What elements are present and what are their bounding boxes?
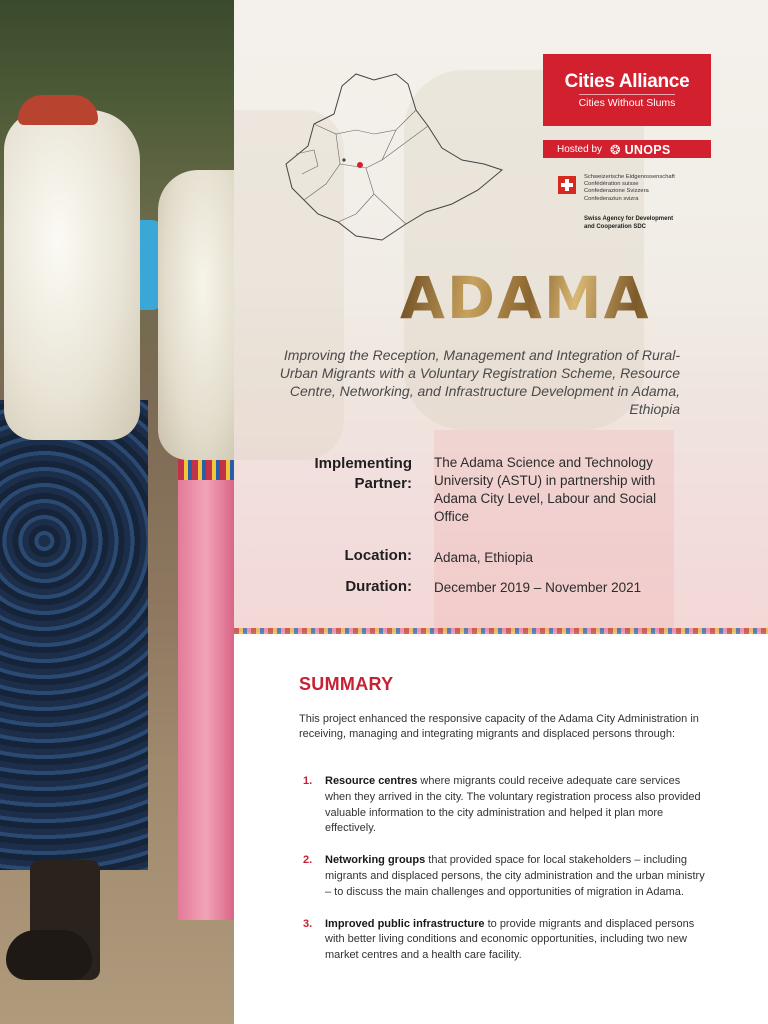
region-border bbox=[314, 110, 416, 134]
summary-list bbox=[299, 774, 709, 964]
patterned-stripe bbox=[234, 628, 768, 634]
swiss-names bbox=[584, 174, 675, 203]
hosted-by-bar bbox=[543, 140, 711, 158]
partner-label-line-2: Partner: bbox=[354, 475, 412, 492]
capital-marker bbox=[342, 158, 345, 161]
partner-label-line-1: Implementing bbox=[314, 455, 412, 472]
swiss-flag-icon bbox=[558, 176, 576, 194]
swiss-line: Confederazione Svizzera bbox=[584, 188, 649, 195]
page-title: ADAMA bbox=[400, 265, 690, 331]
org-name: Cities Alliance bbox=[564, 71, 690, 92]
partner-label bbox=[252, 454, 412, 494]
photo-sack bbox=[4, 110, 140, 440]
item-number: 1. bbox=[303, 775, 313, 787]
item-text: to provide migrants and displaced persons with better living conditions and economic opportunities, including two new market centres and a health care facility. bbox=[325, 917, 695, 962]
summary-intro: This project enhanced the responsive capacity of the Adama City Administration in receiving, managing and integrating migrants and displaced persons through: bbox=[299, 713, 699, 740]
duration-label: Duration: bbox=[345, 578, 412, 595]
list-item bbox=[299, 774, 709, 837]
unops-logo: ❂ UNOPS bbox=[610, 142, 671, 157]
swiss-sdc-logo bbox=[558, 174, 718, 234]
hosted-label: Hosted by bbox=[557, 143, 603, 155]
cover-photo bbox=[0, 0, 234, 1024]
region-border bbox=[340, 130, 396, 168]
list-item bbox=[299, 917, 709, 964]
photo-skirt bbox=[0, 400, 148, 870]
photo-sack-2 bbox=[158, 170, 234, 460]
photo-headwrap bbox=[18, 95, 98, 125]
region-border bbox=[374, 194, 406, 224]
region-border bbox=[304, 134, 340, 200]
list-item bbox=[299, 853, 709, 900]
item-number: 2. bbox=[303, 854, 313, 867]
sdc-agency bbox=[584, 216, 673, 231]
agency-line: and Cooperation SDC bbox=[584, 223, 647, 230]
photo-skirt-pink bbox=[178, 450, 234, 920]
org-tagline: Cities Without Slums bbox=[579, 94, 676, 109]
location-value: Adama, Ethiopia bbox=[434, 550, 534, 565]
item-title: Improved public infrastructure bbox=[325, 917, 485, 930]
unops-name: UNOPS bbox=[624, 142, 671, 157]
swiss-line: Confederaziun svizra bbox=[584, 195, 639, 202]
summary-heading: SUMMARY bbox=[299, 674, 394, 694]
item-text: that provided space for local stakeholders – including migrants and displaced persons, the city administration and the urban ministry – to discuss the main challenges and opportunities of migration in Adama. bbox=[325, 854, 705, 898]
partner-value: The Adama Science and Technology University (ASTU) in partnership with Adama City Level, Labour and Social Office bbox=[434, 455, 657, 524]
item-title: Networking groups bbox=[325, 854, 426, 867]
ethiopia-map bbox=[256, 64, 506, 244]
region-border bbox=[338, 168, 374, 222]
item-title: Resource centres bbox=[325, 775, 418, 787]
agency-line: Swiss Agency for Development bbox=[584, 216, 674, 222]
location-label: Location: bbox=[344, 547, 412, 564]
project-subtitle: Improving the Reception, Management and Integration of Rural-Urban Migrants with a Voluntary Registration Scheme, Resource Centre, Networking, and Infrastructure Development in Adama, Ethiopia bbox=[279, 347, 680, 417]
swiss-line: Schweizerische Eidgenossenschaft bbox=[584, 174, 675, 180]
cities-alliance-logo bbox=[543, 54, 711, 126]
duration-value: December 2019 – November 2021 bbox=[434, 580, 642, 595]
country-outline bbox=[286, 74, 502, 240]
item-number: 3. bbox=[303, 917, 313, 930]
swiss-line: Confédération suisse bbox=[584, 181, 639, 188]
photo-shoe bbox=[6, 930, 92, 980]
adama-marker bbox=[357, 162, 363, 168]
item-text: where migrants could receive adequate care services when they arrived in the city. The voluntary registration process also provided valuable information to the city administration and helped it plan more effectively. bbox=[325, 775, 701, 835]
